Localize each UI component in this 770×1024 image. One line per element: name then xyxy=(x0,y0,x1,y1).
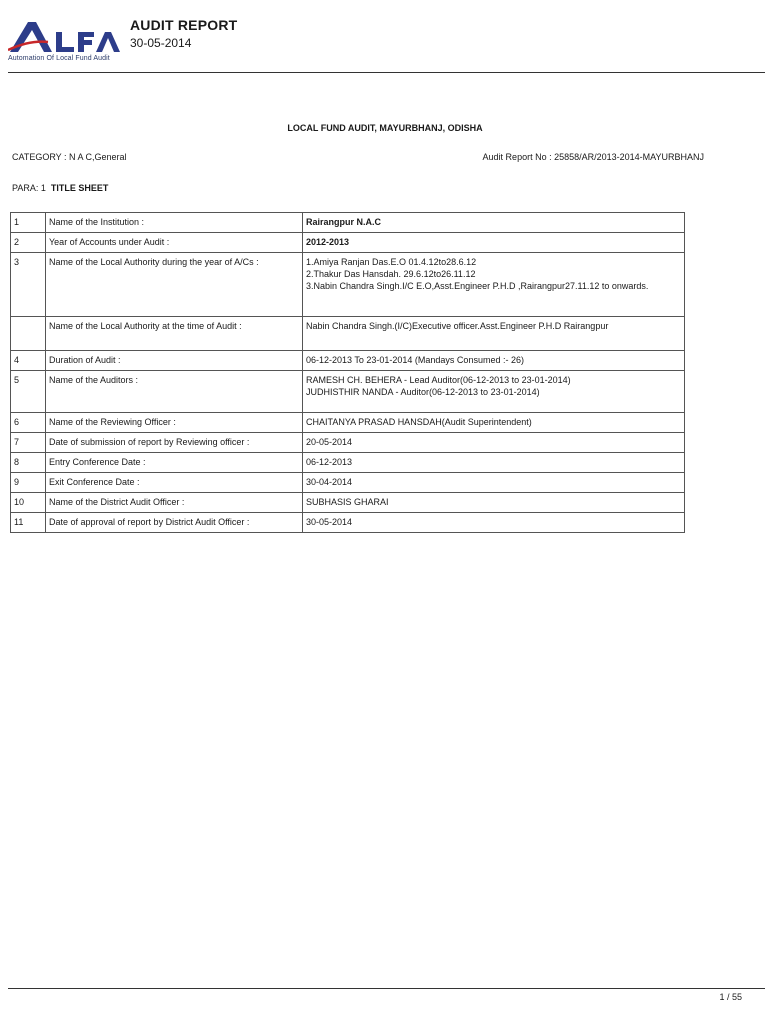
row-label: Duration of Audit : xyxy=(46,351,303,371)
table-row xyxy=(11,413,685,433)
table-row xyxy=(11,213,685,233)
row-label: Name of the District Audit Officer : xyxy=(46,493,303,513)
header-divider xyxy=(8,72,765,73)
table-row xyxy=(11,493,685,513)
page-number: 1 / 55 xyxy=(719,992,742,1002)
para-prefix: PARA: 1 xyxy=(12,183,46,193)
row-label: Date of submission of report by Reviewing officer : xyxy=(46,433,303,453)
table-row xyxy=(11,473,685,493)
category-label: CATEGORY : N A C,General xyxy=(12,152,127,162)
row-number: 4 xyxy=(11,351,46,371)
row-value: Rairangpur N.A.C xyxy=(303,213,685,233)
organization-title: LOCAL FUND AUDIT, MAYURBHANJ, ODISHA xyxy=(287,123,483,133)
row-number: 11 xyxy=(11,513,46,533)
row-label: Name of the Reviewing Officer : xyxy=(46,413,303,433)
para-heading xyxy=(12,183,108,193)
logo-tagline: Automation Of Local Fund Audit xyxy=(8,55,110,62)
footer-divider xyxy=(8,988,765,989)
row-value: 06-12-2013 To 23-01-2014 (Mandays Consumed :- 26) xyxy=(303,351,685,371)
row-value: Nabin Chandra Singh.(I/C)Executive officer.Asst.Engineer P.H.D Rairangpur xyxy=(303,317,685,351)
para-title: TITLE SHEET xyxy=(50,183,109,193)
report-date: 30-05-2014 xyxy=(130,36,192,50)
logo-mark-icon xyxy=(8,20,120,54)
alfa-logo xyxy=(8,20,120,64)
row-label: Year of Accounts under Audit : xyxy=(46,233,303,253)
table-row xyxy=(11,453,685,473)
row-number: 7 xyxy=(11,433,46,453)
row-number xyxy=(11,317,46,351)
row-number: 6 xyxy=(11,413,46,433)
row-number: 9 xyxy=(11,473,46,493)
table-row xyxy=(11,233,685,253)
row-value: RAMESH CH. BEHERA - Lead Auditor(06-12-2013 to 23-01-2014) JUDHISTHIR NANDA - Auditor(06-12-2013 to 23-01-2014) xyxy=(303,371,685,413)
row-label: Name of the Institution : xyxy=(46,213,303,233)
row-value: 06-12-2013 xyxy=(303,453,685,473)
row-number: 1 xyxy=(11,213,46,233)
audit-report-number: Audit Report No : 25858/AR/2013-2014-MAYURBHANJ xyxy=(482,152,704,162)
row-value: SUBHASIS GHARAI xyxy=(303,493,685,513)
row-value: 2012-2013 xyxy=(303,233,685,253)
row-value: 20-05-2014 xyxy=(303,433,685,453)
table-row xyxy=(11,371,685,413)
table-row xyxy=(11,253,685,317)
title-sheet-table xyxy=(10,212,685,533)
row-number: 5 xyxy=(11,371,46,413)
row-number: 2 xyxy=(11,233,46,253)
row-number: 8 xyxy=(11,453,46,473)
row-value: CHAITANYA PRASAD HANSDAH(Audit Superintendent) xyxy=(303,413,685,433)
row-value: 30-04-2014 xyxy=(303,473,685,493)
row-label: Date of approval of report by District Audit Officer : xyxy=(46,513,303,533)
table-row xyxy=(11,433,685,453)
table-row xyxy=(11,317,685,351)
report-title: AUDIT REPORT xyxy=(130,17,238,33)
row-value: 1.Amiya Ranjan Das.E.O 01.4.12to28.6.12 2.Thakur Das Hansdah. 29.6.12to26.11.12 3.Nabin Chandra Singh.I/C E.O,Asst.Engineer P.H.D ,Rairangpur27.11.12 to onwards. xyxy=(303,253,685,317)
row-value: 30-05-2014 xyxy=(303,513,685,533)
row-label: Name of the Local Authority during the year of A/Cs : xyxy=(46,253,303,317)
row-label: Name of the Auditors : xyxy=(46,371,303,413)
table-row xyxy=(11,351,685,371)
row-number: 10 xyxy=(11,493,46,513)
row-label: Entry Conference Date : xyxy=(46,453,303,473)
table-row xyxy=(11,513,685,533)
row-label: Exit Conference Date : xyxy=(46,473,303,493)
row-label: Name of the Local Authority at the time of Audit : xyxy=(46,317,303,351)
row-number: 3 xyxy=(11,253,46,317)
